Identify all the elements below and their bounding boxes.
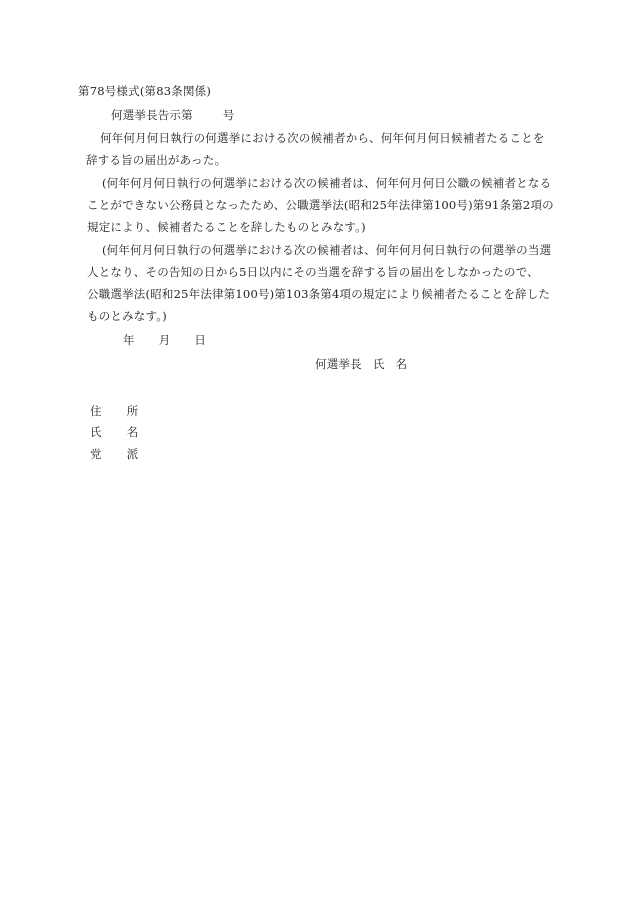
field-address — [90, 403, 138, 419]
date-month: 月 — [158, 333, 171, 347]
paragraph-3-line-2: 人となり、その告知の日から5日以内にその当選を辞する旨の届出をしなかったので、 — [87, 265, 539, 279]
paragraph-2-line-1: (何年何月何日執行の何選挙における次の候補者は、何年何月何日公職の候補者となる — [102, 176, 552, 190]
field-name — [90, 424, 138, 440]
field-party — [90, 446, 138, 462]
paragraph-1-line-1: 何年何月何日執行の何選挙における次の候補者から、何年何月何日候補者たることを — [100, 131, 545, 145]
signature-name-left: 氏 — [372, 357, 385, 371]
field-name-left: 氏 — [90, 425, 102, 439]
paragraph-3-line-1: (何年何月何日執行の何選挙における次の候補者は、何年何月何日執行の何選挙の当選 — [102, 243, 552, 257]
field-address-right: 所 — [126, 404, 139, 418]
form-title: 第78号様式(第83条関係) — [78, 84, 212, 98]
paragraph-3-line-3: 公職選挙法(昭和25年法律第100号)第103条第4項の規定により候補者たることを辞した — [87, 287, 551, 301]
notice-prefix: 何選挙長告示第 — [111, 108, 193, 122]
paragraph-2-line-2: ことができない公務員となったため、公職選挙法(昭和25年法律第100号)第91条第2項の — [87, 198, 554, 212]
paragraph-2-line-3: 規定により、候補者たることを辞したものとみなす。) — [87, 220, 366, 234]
paragraph-2 — [88, 175, 554, 235]
notice-number — [111, 107, 235, 123]
paragraph-3 — [88, 242, 551, 324]
date-year: 年 — [123, 333, 135, 347]
paragraph-1 — [88, 130, 545, 168]
paragraph-3-line-4: ものとみなす。) — [87, 309, 167, 323]
signature-line — [315, 356, 407, 372]
field-party-right: 派 — [126, 447, 139, 461]
signature-title: 何選挙長 — [315, 357, 362, 371]
date-day: 日 — [194, 333, 207, 347]
signature-name-right: 名 — [395, 357, 408, 371]
date-line — [123, 332, 206, 348]
paragraph-1-line-2: 辞する旨の届出があった。 — [86, 153, 227, 167]
field-party-left: 党 — [90, 447, 102, 461]
field-name-right: 名 — [126, 425, 139, 439]
notice-suffix: 号 — [222, 108, 235, 122]
field-address-left: 住 — [90, 404, 102, 418]
